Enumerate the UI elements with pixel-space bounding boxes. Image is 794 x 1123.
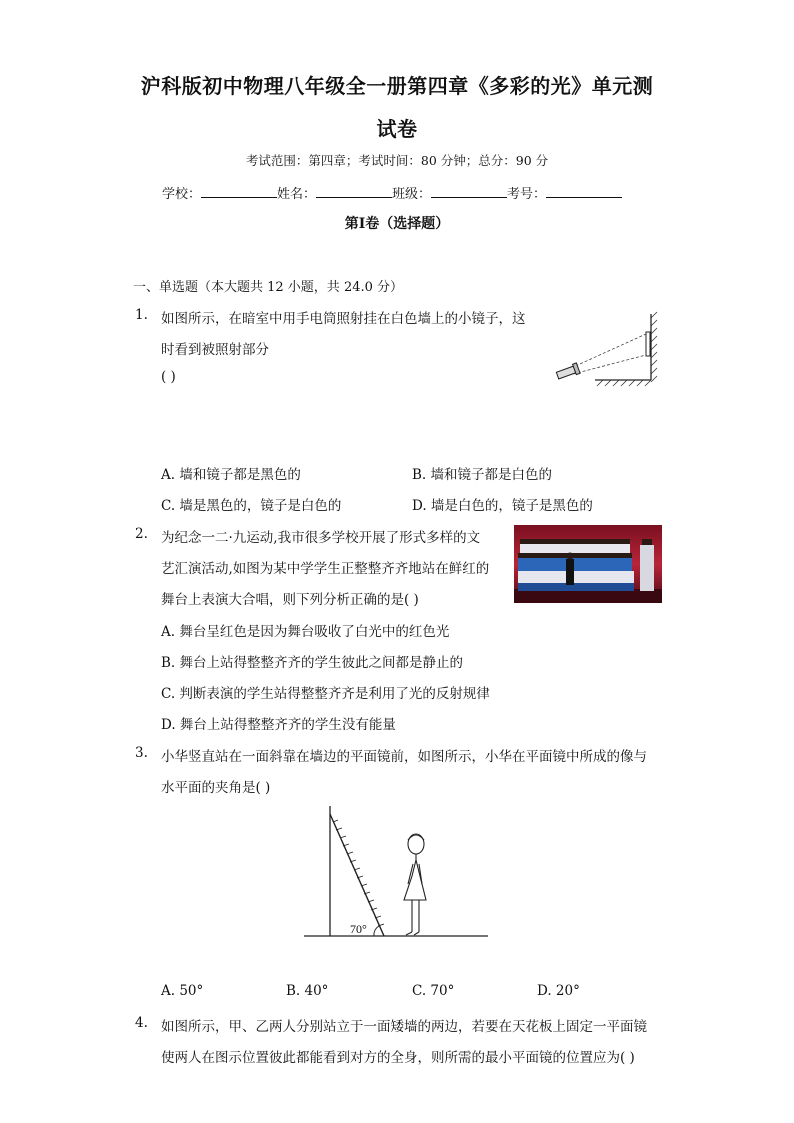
question-1-option-d: D. 墙是白色的，镜子是黑色的: [412, 498, 593, 514]
class-blank: [431, 184, 507, 198]
name-label: 姓名：: [277, 187, 317, 202]
number-blank: [546, 184, 622, 198]
question-1-option-b: B. 墙和镜子都是白色的: [412, 467, 553, 483]
angle-label: 70°: [350, 922, 367, 936]
question-3-option-a: A. 50°: [161, 983, 204, 999]
question-2-option-c: C. 判断表演的学生站得整整齐齐是利用了光的反射规律: [161, 686, 490, 702]
question-2-line2: 艺汇演活动,如图为某中学学生正整整齐齐地站在鲜红的: [161, 561, 490, 577]
question-3-line2: 水平面的夹角是( ): [161, 780, 271, 796]
question-3-number: 3.: [135, 745, 148, 761]
question-1-line1: 如图所示，在暗室中用手电筒照射挂在白色墙上的小镜子，这: [161, 311, 526, 327]
question-3-option-d: D. 20°: [537, 983, 580, 999]
question-2-option-b: B. 舞台上站得整整齐齐的学生彼此之间都是静止的: [161, 655, 464, 671]
question-1-option-c: C. 墙是黑色的，镜子是白色的: [161, 498, 342, 514]
question-3-option-c: C. 70°: [412, 983, 455, 999]
page-title-line1: 沪科版初中物理八年级全一册第四章《多彩的光》单元测: [140, 74, 654, 98]
question-1-option-a: A. 墙和镜子都是黑色的: [161, 467, 301, 483]
question-2-line3: 舞台上表演大合唱，则下列分析正确的是( ): [161, 592, 419, 608]
question-1-line3: ( ): [161, 369, 176, 385]
question-4-line2: 使两人在图示位置彼此都能看到对方的全身，则所需的最小平面镜的位置应为( ): [161, 1050, 635, 1066]
question-2-number: 2.: [135, 526, 148, 542]
question-2-option-a: A. 舞台呈红色是因为舞台吸收了白光中的红色光: [161, 624, 450, 640]
question-4-line1: 如图所示，甲、乙两人分别站立于一面矮墙的两边，若要在天花板上固定一平面镜: [161, 1019, 647, 1035]
question-4-number: 4.: [135, 1015, 148, 1031]
page-title-line2: 试卷: [376, 117, 418, 141]
school-label: 学校：: [162, 187, 202, 202]
number-label: 考号：: [507, 187, 547, 202]
flashlight-mirror-figure: [555, 308, 665, 392]
exam-info: 考试范围：第四章；考试时间：80 分钟；总分：90 分: [245, 153, 549, 168]
class-label: 班级：: [392, 187, 432, 202]
name-blank: [316, 184, 392, 198]
question-3-option-b: B. 40°: [286, 983, 329, 999]
section-heading: 一、单选题（本大题共 12 小题，共 24.0 分）: [133, 280, 404, 295]
question-1-number: 1.: [135, 307, 148, 323]
school-blank: [201, 184, 277, 198]
student-fields: [162, 183, 622, 202]
choir-stage-photo: [514, 525, 662, 603]
mirror-angle-figure: [300, 800, 492, 945]
volume-heading: 第Ⅰ卷（选择题）: [344, 216, 450, 232]
question-2-option-d: D. 舞台上站得整整齐齐的学生没有能量: [161, 717, 396, 733]
question-3-line1: 小华竖直站在一面斜靠在墙边的平面镜前，如图所示，小华在平面镜中所成的像与: [161, 749, 647, 765]
question-1-line2: 时看到被照射部分: [161, 342, 269, 358]
question-2-line1: 为纪念一二·九运动,我市很多学校开展了形式多样的文: [161, 530, 481, 546]
